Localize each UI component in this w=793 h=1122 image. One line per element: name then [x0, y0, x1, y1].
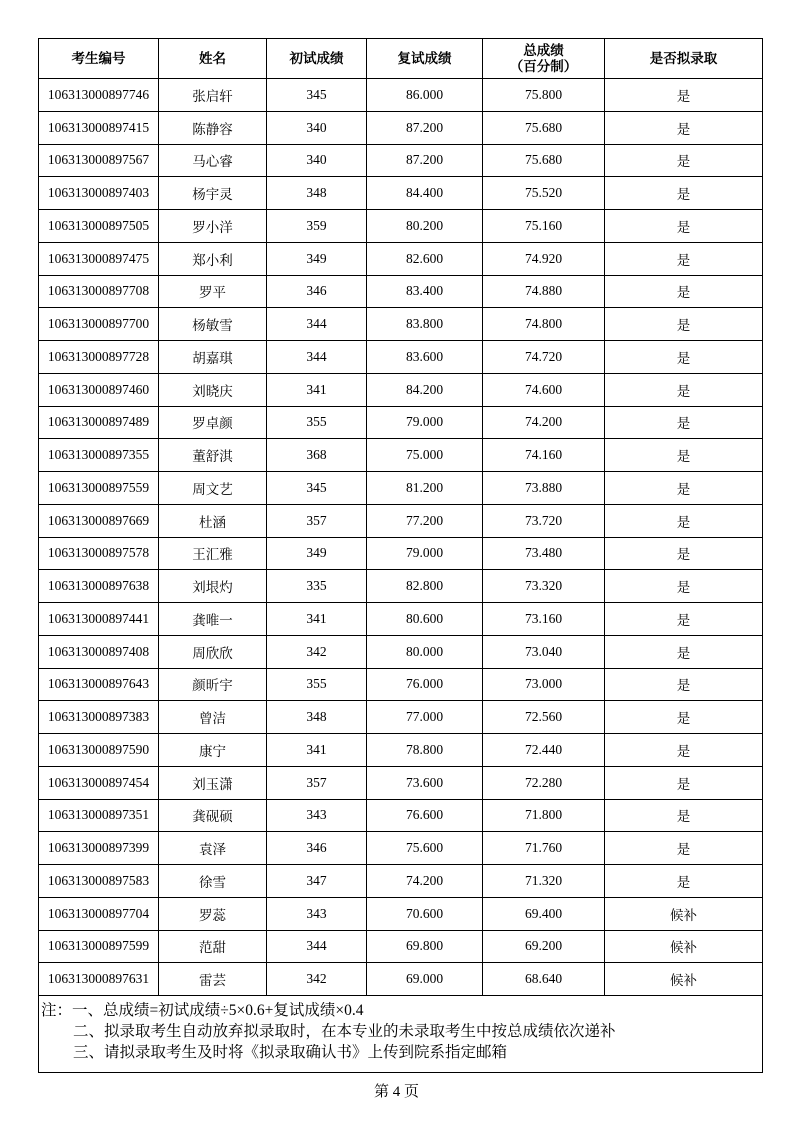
cell-admit-status: 是 — [605, 242, 763, 275]
cell-candidate-id: 106313000897704 — [39, 897, 159, 930]
cell-candidate-id: 106313000897643 — [39, 668, 159, 701]
cell-retest-score: 69.800 — [367, 930, 483, 963]
cell-name: 马心睿 — [159, 144, 267, 177]
cell-candidate-id: 106313000897505 — [39, 210, 159, 243]
table-row — [39, 504, 763, 537]
cell-retest-score: 87.200 — [367, 144, 483, 177]
cell-admit-status: 是 — [605, 111, 763, 144]
cell-admit-status: 是 — [605, 406, 763, 439]
cell-prelim-score: 355 — [267, 668, 367, 701]
cell-name: 杨敏雪 — [159, 308, 267, 341]
cell-name: 杨宇灵 — [159, 177, 267, 210]
cell-admit-status: 是 — [605, 472, 763, 505]
cell-prelim-score: 348 — [267, 701, 367, 734]
cell-total-score: 73.320 — [483, 570, 605, 603]
cell-retest-score: 77.000 — [367, 701, 483, 734]
cell-name: 罗卓颜 — [159, 406, 267, 439]
cell-admit-status: 是 — [605, 504, 763, 537]
cell-prelim-score: 335 — [267, 570, 367, 603]
cell-total-score: 72.560 — [483, 701, 605, 734]
cell-total-score: 74.600 — [483, 373, 605, 406]
cell-name: 刘玉潇 — [159, 766, 267, 799]
cell-name: 张启轩 — [159, 79, 267, 112]
table-row — [39, 897, 763, 930]
cell-candidate-id: 106313000897460 — [39, 373, 159, 406]
cell-candidate-id: 106313000897355 — [39, 439, 159, 472]
cell-retest-score: 84.400 — [367, 177, 483, 210]
cell-name: 刘垠灼 — [159, 570, 267, 603]
header-total-score — [483, 39, 605, 79]
table-row — [39, 111, 763, 144]
cell-retest-score: 76.000 — [367, 668, 483, 701]
cell-prelim-score: 340 — [267, 144, 367, 177]
cell-candidate-id: 106313000897408 — [39, 635, 159, 668]
cell-prelim-score: 346 — [267, 275, 367, 308]
table-row — [39, 799, 763, 832]
cell-retest-score: 77.200 — [367, 504, 483, 537]
cell-retest-score: 69.000 — [367, 963, 483, 996]
cell-retest-score: 81.200 — [367, 472, 483, 505]
cell-prelim-score: 349 — [267, 537, 367, 570]
cell-retest-score: 79.000 — [367, 406, 483, 439]
cell-total-score: 72.440 — [483, 734, 605, 767]
cell-name: 颜昕宇 — [159, 668, 267, 701]
cell-name: 罗平 — [159, 275, 267, 308]
cell-admit-status: 是 — [605, 570, 763, 603]
cell-candidate-id: 106313000897578 — [39, 537, 159, 570]
cell-total-score: 68.640 — [483, 963, 605, 996]
table-row — [39, 865, 763, 898]
cell-candidate-id: 106313000897454 — [39, 766, 159, 799]
cell-admit-status: 是 — [605, 373, 763, 406]
cell-retest-score: 84.200 — [367, 373, 483, 406]
cell-admit-status: 是 — [605, 603, 763, 636]
table-body — [39, 79, 763, 996]
cell-name: 杜涵 — [159, 504, 267, 537]
cell-retest-score: 73.600 — [367, 766, 483, 799]
table-row — [39, 668, 763, 701]
note-line-1 — [41, 1000, 762, 1021]
cell-name: 胡嘉琪 — [159, 341, 267, 374]
cell-retest-score: 75.600 — [367, 832, 483, 865]
cell-total-score: 73.160 — [483, 603, 605, 636]
cell-admit-status: 候补 — [605, 897, 763, 930]
cell-admit-status: 候补 — [605, 963, 763, 996]
cell-admit-status: 是 — [605, 799, 763, 832]
cell-candidate-id: 106313000897700 — [39, 308, 159, 341]
cell-admit-status: 是 — [605, 341, 763, 374]
table-row — [39, 701, 763, 734]
cell-admit-status: 是 — [605, 635, 763, 668]
cell-total-score: 75.680 — [483, 144, 605, 177]
table-row — [39, 79, 763, 112]
header-candidate-id: 考生编号 — [39, 39, 159, 79]
table-row — [39, 406, 763, 439]
cell-prelim-score: 345 — [267, 472, 367, 505]
cell-name: 袁泽 — [159, 832, 267, 865]
table-row — [39, 472, 763, 505]
cell-name: 陈静容 — [159, 111, 267, 144]
cell-retest-score: 80.200 — [367, 210, 483, 243]
cell-candidate-id: 106313000897415 — [39, 111, 159, 144]
table-row — [39, 341, 763, 374]
header-total-score-unit: （百分制） — [509, 58, 578, 74]
cell-prelim-score: 341 — [267, 734, 367, 767]
cell-prelim-score: 359 — [267, 210, 367, 243]
cell-candidate-id: 106313000897638 — [39, 570, 159, 603]
cell-prelim-score: 340 — [267, 111, 367, 144]
cell-name: 刘晓庆 — [159, 373, 267, 406]
cell-retest-score: 82.600 — [367, 242, 483, 275]
cell-name: 王汇雅 — [159, 537, 267, 570]
cell-admit-status: 是 — [605, 668, 763, 701]
notes-cell — [39, 996, 763, 1073]
cell-total-score: 73.480 — [483, 537, 605, 570]
cell-total-score: 75.680 — [483, 111, 605, 144]
cell-candidate-id: 106313000897590 — [39, 734, 159, 767]
cell-total-score: 74.200 — [483, 406, 605, 439]
cell-prelim-score: 347 — [267, 865, 367, 898]
notes-row — [39, 996, 763, 1073]
cell-retest-score: 80.600 — [367, 603, 483, 636]
cell-prelim-score: 342 — [267, 963, 367, 996]
cell-total-score: 72.280 — [483, 766, 605, 799]
table-row — [39, 832, 763, 865]
cell-candidate-id: 106313000897746 — [39, 79, 159, 112]
cell-candidate-id: 106313000897489 — [39, 406, 159, 439]
cell-candidate-id: 106313000897728 — [39, 341, 159, 374]
cell-candidate-id: 106313000897559 — [39, 472, 159, 505]
cell-total-score: 71.760 — [483, 832, 605, 865]
cell-candidate-id: 106313000897399 — [39, 832, 159, 865]
cell-total-score: 74.720 — [483, 341, 605, 374]
cell-prelim-score: 348 — [267, 177, 367, 210]
cell-total-score: 75.800 — [483, 79, 605, 112]
cell-admit-status: 是 — [605, 865, 763, 898]
cell-prelim-score: 346 — [267, 832, 367, 865]
cell-admit-status: 是 — [605, 537, 763, 570]
cell-prelim-score: 345 — [267, 79, 367, 112]
header-prelim-score: 初试成绩 — [267, 39, 367, 79]
cell-retest-score: 70.600 — [367, 897, 483, 930]
cell-admit-status: 是 — [605, 210, 763, 243]
cell-total-score: 73.720 — [483, 504, 605, 537]
note-item: 一、总成绩=初试成绩÷5×0.6+复试成绩×0.4 — [72, 1002, 364, 1019]
cell-retest-score: 74.200 — [367, 865, 483, 898]
cell-total-score: 69.400 — [483, 897, 605, 930]
admission-table — [38, 38, 763, 1073]
cell-admit-status: 是 — [605, 734, 763, 767]
table-row — [39, 373, 763, 406]
table-row — [39, 308, 763, 341]
cell-candidate-id: 106313000897599 — [39, 930, 159, 963]
cell-total-score: 73.000 — [483, 668, 605, 701]
cell-name: 罗小洋 — [159, 210, 267, 243]
table-row — [39, 210, 763, 243]
header-admit-status: 是否拟录取 — [605, 39, 763, 79]
cell-admit-status: 是 — [605, 832, 763, 865]
table-header-row — [39, 39, 763, 79]
cell-name: 龚砚硕 — [159, 799, 267, 832]
cell-total-score: 74.880 — [483, 275, 605, 308]
cell-total-score: 71.320 — [483, 865, 605, 898]
cell-retest-score: 83.600 — [367, 341, 483, 374]
table-row — [39, 603, 763, 636]
header-name: 姓名 — [159, 39, 267, 79]
table-row — [39, 930, 763, 963]
cell-admit-status: 候补 — [605, 930, 763, 963]
cell-admit-status: 是 — [605, 144, 763, 177]
cell-admit-status: 是 — [605, 79, 763, 112]
cell-total-score: 69.200 — [483, 930, 605, 963]
cell-prelim-score: 341 — [267, 373, 367, 406]
note-item: 二、拟录取考生自动放弃拟录取时，在本专业的未录取考生中按总成绩依次递补 — [73, 1023, 616, 1040]
cell-name: 康宁 — [159, 734, 267, 767]
cell-prelim-score: 343 — [267, 897, 367, 930]
cell-prelim-score: 357 — [267, 504, 367, 537]
cell-admit-status: 是 — [605, 439, 763, 472]
cell-candidate-id: 106313000897708 — [39, 275, 159, 308]
cell-total-score: 73.880 — [483, 472, 605, 505]
table-row — [39, 242, 763, 275]
cell-total-score: 74.160 — [483, 439, 605, 472]
cell-total-score: 75.160 — [483, 210, 605, 243]
cell-retest-score: 79.000 — [367, 537, 483, 570]
cell-candidate-id: 106313000897567 — [39, 144, 159, 177]
cell-total-score: 74.800 — [483, 308, 605, 341]
cell-name: 徐雪 — [159, 865, 267, 898]
cell-candidate-id: 106313000897351 — [39, 799, 159, 832]
cell-name: 董舒淇 — [159, 439, 267, 472]
table-row — [39, 144, 763, 177]
cell-admit-status: 是 — [605, 308, 763, 341]
cell-admit-status: 是 — [605, 701, 763, 734]
note-item: 三、请拟录取考生及时将《拟录取确认书》上传到院系指定邮箱 — [73, 1044, 508, 1061]
cell-admit-status: 是 — [605, 766, 763, 799]
notes-prefix: 注： — [41, 1002, 73, 1019]
cell-name: 郑小利 — [159, 242, 267, 275]
table-row — [39, 537, 763, 570]
cell-candidate-id: 106313000897669 — [39, 504, 159, 537]
cell-candidate-id: 106313000897383 — [39, 701, 159, 734]
cell-prelim-score: 344 — [267, 930, 367, 963]
cell-candidate-id: 106313000897631 — [39, 963, 159, 996]
cell-retest-score: 86.000 — [367, 79, 483, 112]
page-footer: 第 4 页 — [373, 1084, 419, 1100]
cell-prelim-score: 355 — [267, 406, 367, 439]
cell-retest-score: 83.800 — [367, 308, 483, 341]
cell-name: 周欣欣 — [159, 635, 267, 668]
cell-admit-status: 是 — [605, 275, 763, 308]
cell-prelim-score: 341 — [267, 603, 367, 636]
table-row — [39, 275, 763, 308]
table-row — [39, 766, 763, 799]
cell-retest-score: 82.800 — [367, 570, 483, 603]
table-row — [39, 439, 763, 472]
table-row — [39, 963, 763, 996]
cell-prelim-score: 368 — [267, 439, 367, 472]
table-row — [39, 635, 763, 668]
cell-candidate-id: 106313000897441 — [39, 603, 159, 636]
table-row — [39, 734, 763, 767]
cell-total-score: 71.800 — [483, 799, 605, 832]
cell-retest-score: 75.000 — [367, 439, 483, 472]
cell-retest-score: 80.000 — [367, 635, 483, 668]
table-row — [39, 177, 763, 210]
cell-total-score: 73.040 — [483, 635, 605, 668]
cell-admit-status: 是 — [605, 177, 763, 210]
header-total-score-title: 总成绩 — [523, 42, 564, 58]
cell-name: 雷芸 — [159, 963, 267, 996]
cell-total-score: 74.920 — [483, 242, 605, 275]
cell-name: 范甜 — [159, 930, 267, 963]
cell-name: 龚唯一 — [159, 603, 267, 636]
cell-name: 周文艺 — [159, 472, 267, 505]
cell-retest-score: 78.800 — [367, 734, 483, 767]
cell-candidate-id: 106313000897475 — [39, 242, 159, 275]
cell-candidate-id: 106313000897583 — [39, 865, 159, 898]
cell-retest-score: 76.600 — [367, 799, 483, 832]
header-retest-score: 复试成绩 — [367, 39, 483, 79]
cell-prelim-score: 349 — [267, 242, 367, 275]
cell-prelim-score: 344 — [267, 308, 367, 341]
cell-prelim-score: 344 — [267, 341, 367, 374]
cell-total-score: 75.520 — [483, 177, 605, 210]
cell-name: 罗蕊 — [159, 897, 267, 930]
cell-prelim-score: 342 — [267, 635, 367, 668]
table-row — [39, 570, 763, 603]
cell-prelim-score: 343 — [267, 799, 367, 832]
cell-prelim-score: 357 — [267, 766, 367, 799]
cell-retest-score: 83.400 — [367, 275, 483, 308]
cell-name: 曾洁 — [159, 701, 267, 734]
cell-candidate-id: 106313000897403 — [39, 177, 159, 210]
cell-retest-score: 87.200 — [367, 111, 483, 144]
